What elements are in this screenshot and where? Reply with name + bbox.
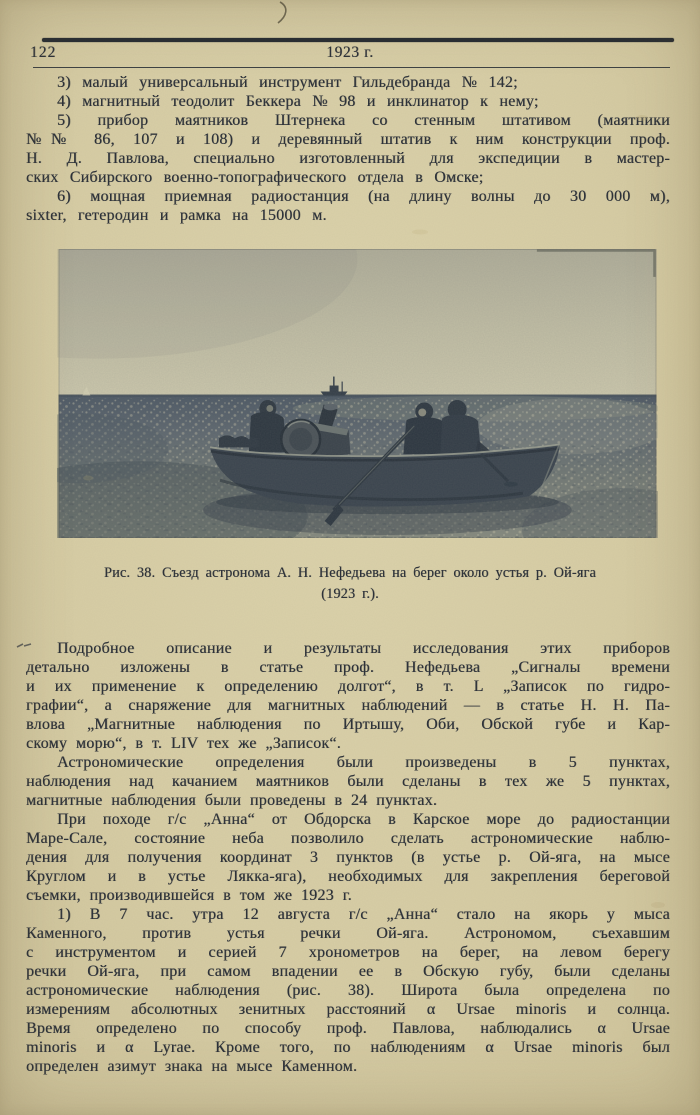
text-line: Каменного, против устья речки Ой-яга. Астрономом, съехавшим [26,925,670,942]
text-line: Н. Д. Павлова, специально изготовленный для экспедиции в мастер- [26,150,670,167]
paragraph [26,810,670,905]
text-line: При походе г/с „Анна“ от Обдорска в Карское море до радиостанции [57,811,670,828]
figure-caption [30,563,670,605]
photo-illustration [57,249,658,538]
text-line: наблюдения над качанием маятников были сделаны в тех же 5 пунктах, [26,773,670,790]
text-line: Время определено по способу проф. Павлова, наблюдались α Ursae [26,1020,670,1037]
text-line: речки Ой-яга, при самом впадении ее в Обскую губу, были сделаны [26,963,670,980]
figure-caption-line: (1923 г.). [321,586,379,602]
text-line: влова „Магнитные наблюдения по Иртышу, Оби, Обской губе и Кар- [26,716,670,733]
text-line: съемки, производившейся в том же 1923 г. [26,887,352,904]
paragraph [26,753,670,810]
text-line: скому морю“, в т. LIV тех же „Записок“. [26,735,341,752]
body-text [26,639,670,1076]
header-rule-thin [33,67,670,68]
text-line: 3) малый универсальный инструмент Гильдебранда № 142; [57,74,518,91]
text-line: Маре-Сале, состояние неба позволило сделать астрономические наблю- [26,830,670,847]
text-line: детально изложены в статье проф. Нефедьева „Сигналы времени [26,659,670,676]
text-line: Астрономические определения были произведены в 5 пунктах, [57,754,670,771]
figure-caption-line: Рис. 38. Съезд астронома А. Н. Нефедьева на берег около устья р. Ой-яга [103,565,596,581]
paragraph [26,639,670,753]
paragraph [26,905,670,1076]
text-line: Подробное описание и результаты исследования этих приборов [57,640,670,657]
text-line: 5) прибор маятников Штернека со стенным штативом (маятники [57,112,670,129]
text-line: определен азимут знака на мысе Каменном. [26,1058,358,1075]
text-line: minoris и α Lyrae. Кроме того, по наблюдениям α Ursae minoris был [26,1039,670,1056]
figure-photo [57,249,658,538]
text-line: Круглом и в устье Лякка-яга), необходимых для закрепления береговой [26,868,670,885]
text-line: астрономические наблюдения (рис. 38). Широта была определена по [26,982,670,999]
header-rule-thick [42,38,674,42]
text-line: sixter, гетеродин и рамка на 15000 м. [26,207,327,224]
text-line: 6) мощная приемная радиостанция (на длину волны до 30 000 м), [57,188,670,205]
text-line: и их применение к определению долгот“, в т. L „Записок по гидро- [26,678,670,695]
text-line: с инструментом и серией 7 хронометров на берег, на левом берегу [26,944,670,961]
running-title: 1923 г. [326,44,374,61]
text-line: измерениям абсолютных зенитных расстояний α Ursae minoris и солнца. [26,1001,670,1018]
equipment-list [26,73,670,225]
text-line: дения для получения координат 3 пунктов (в устье р. Ой-яга, на мысе [26,849,670,866]
page-number: 122 [30,44,57,61]
text-line: 1) В 7 час. утра 12 августа г/с „Анна“ стало на якорь у мыса [57,906,670,923]
text-line: 4) магнитный теодолит Беккера № 98 и инклинатор к нему; [57,93,539,110]
text-line: магнитные наблюдения были проведены в 24 пунктах. [26,792,438,809]
photo-grain [59,249,657,538]
text-line: ских Сибирского военно-топографического отдела в Омске; [26,169,484,186]
paper-fiber-artifact [278,2,286,23]
text-line: №№ 86, 107 и 108) и деревянный штатив к ним конструкции проф. [26,131,670,148]
text-line: графии“, а снаряжение для магнитных наблюдений — в статье Н. Н. Па- [26,697,670,714]
